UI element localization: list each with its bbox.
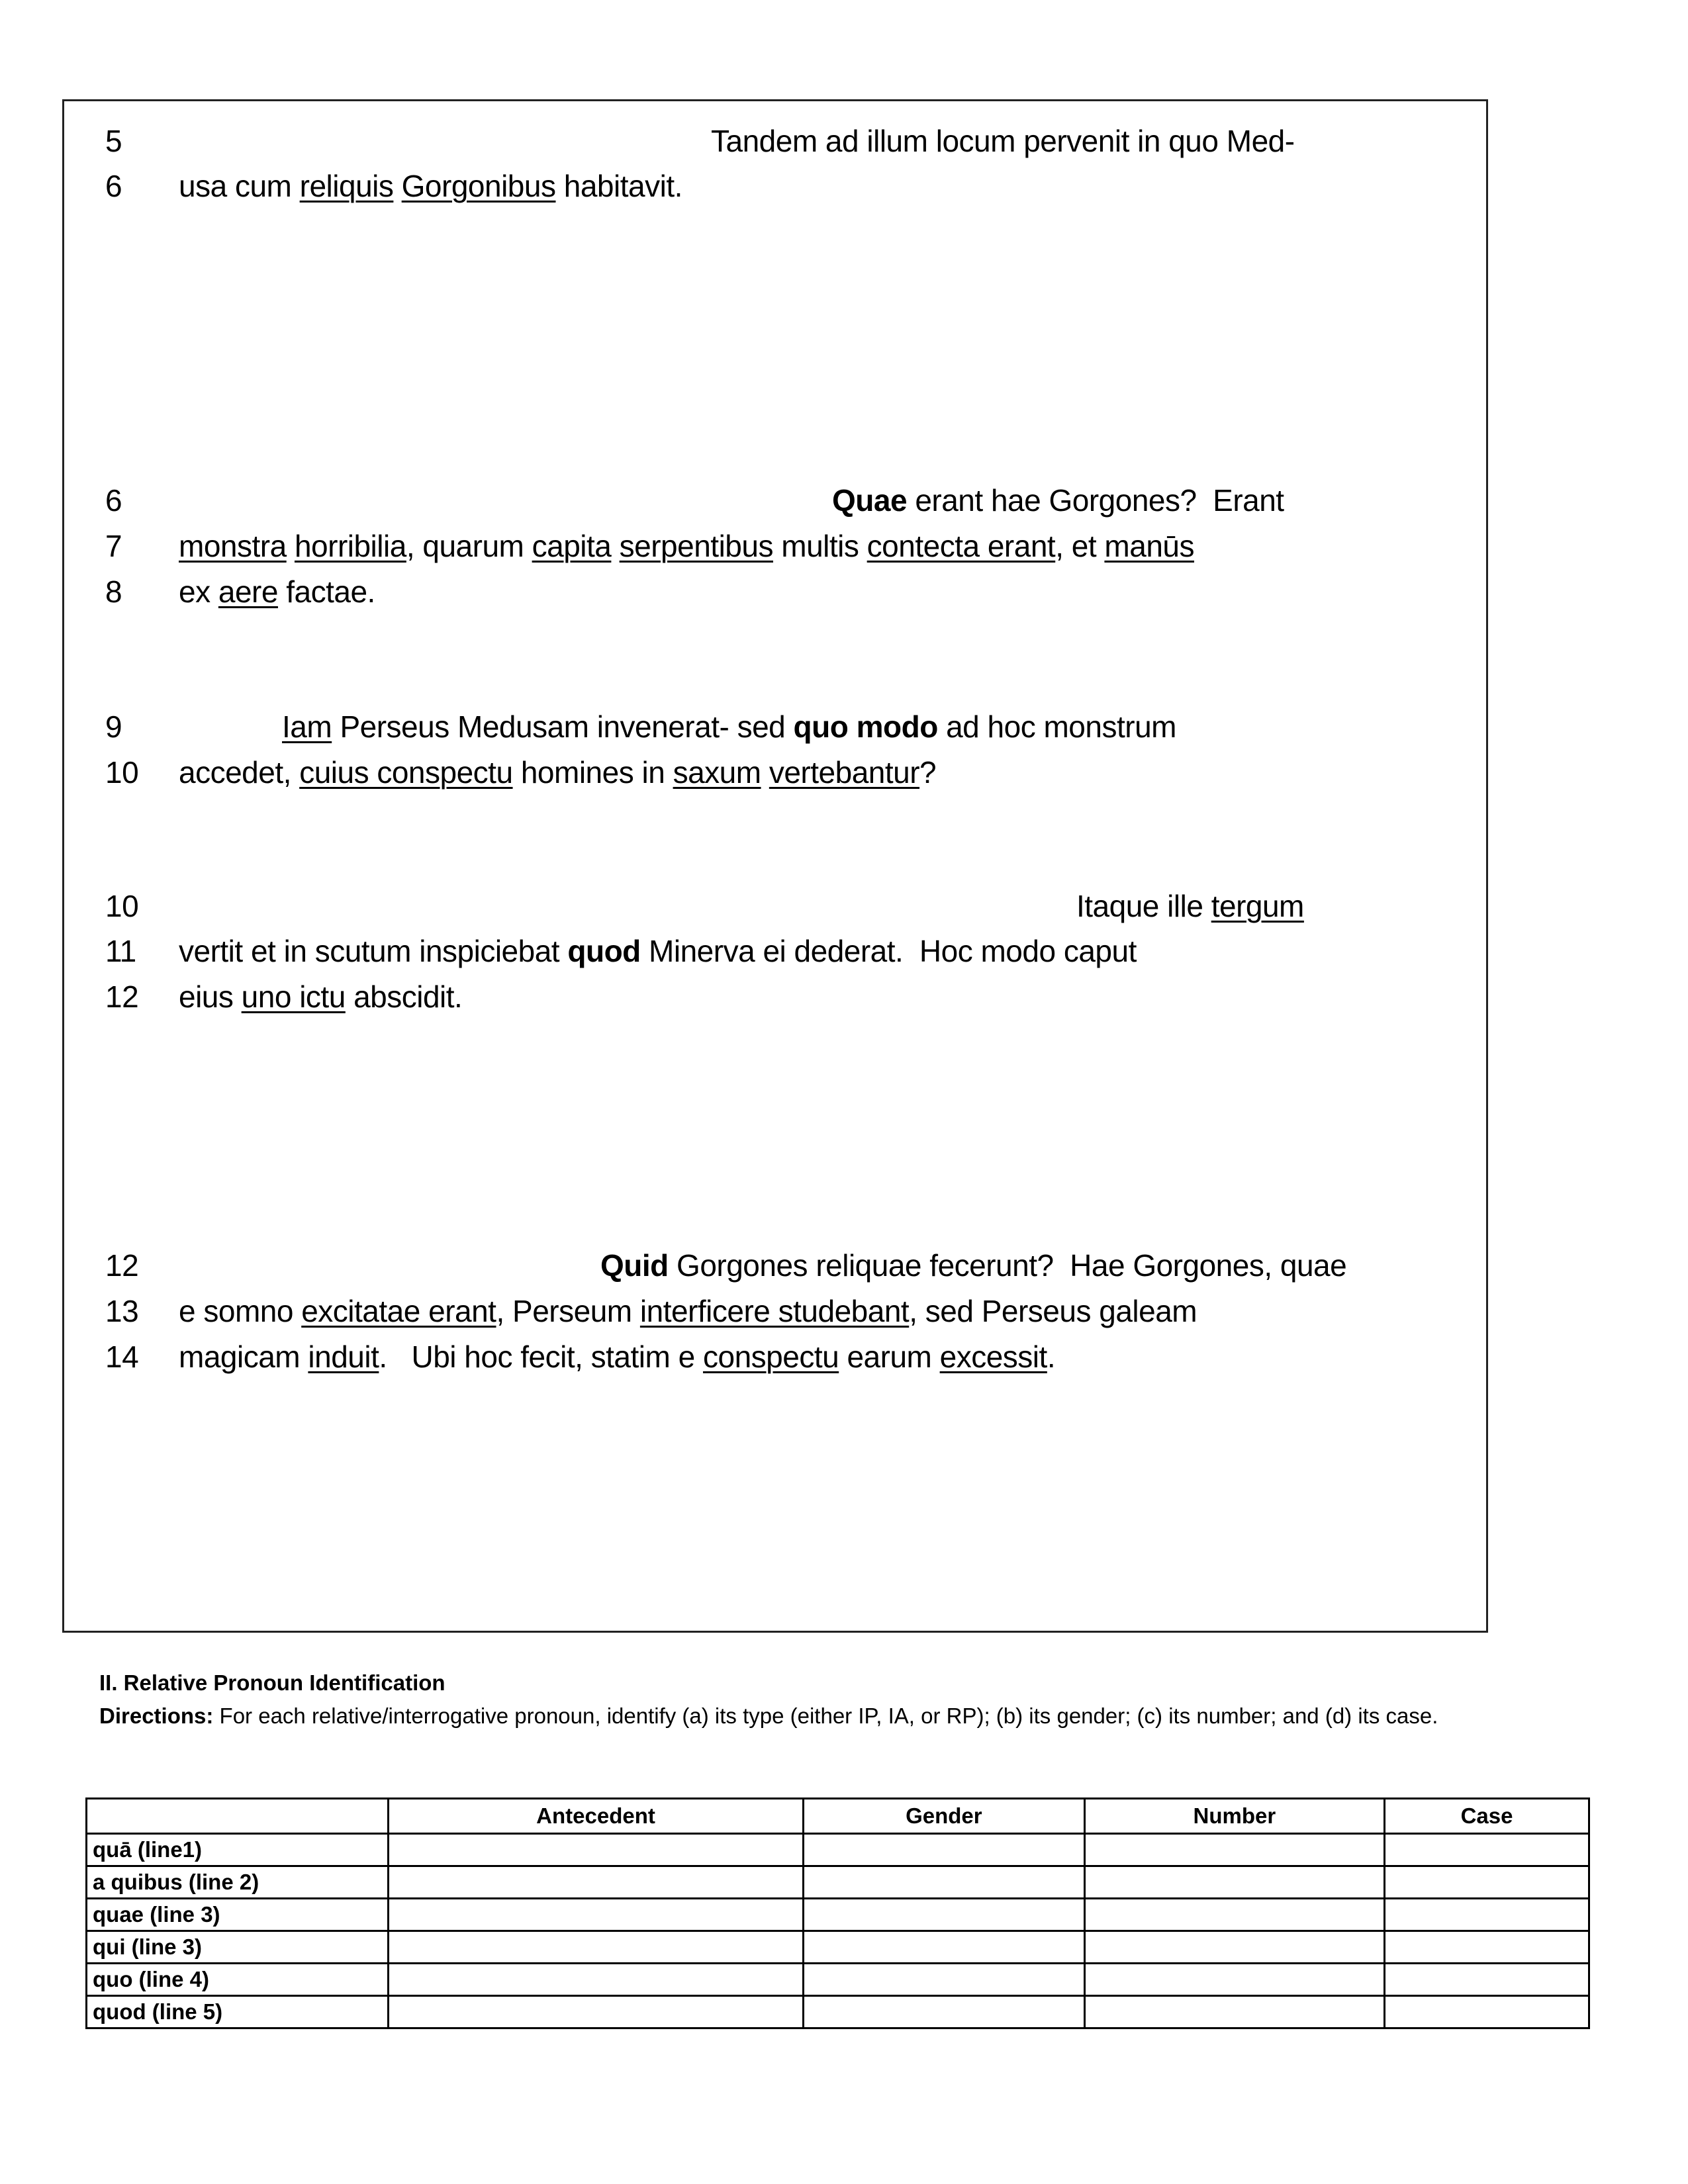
answer-cell[interactable] bbox=[1084, 1899, 1384, 1931]
text-segment: homines in bbox=[512, 755, 673, 790]
pronoun-label: a quibus (line 2) bbox=[87, 1866, 389, 1899]
directions-label: Directions: bbox=[99, 1704, 214, 1728]
table-row bbox=[87, 1931, 1589, 1964]
line-text bbox=[179, 163, 682, 209]
column-header: Case bbox=[1385, 1799, 1589, 1834]
line-text bbox=[600, 1243, 1346, 1289]
underlined-word: monstra bbox=[179, 529, 287, 563]
answer-cell[interactable] bbox=[804, 1964, 1085, 1996]
underlined-word: excessit bbox=[939, 1340, 1047, 1374]
underlined-word: reliquis bbox=[299, 169, 394, 203]
answer-cell[interactable] bbox=[389, 1899, 804, 1931]
answer-cell[interactable] bbox=[1084, 1931, 1384, 1964]
text-segment: Itaque ille bbox=[1076, 889, 1211, 923]
text-segment: , et bbox=[1055, 529, 1105, 563]
text-segment: , sed Perseus galeam bbox=[909, 1294, 1197, 1328]
line-number: 12 bbox=[105, 1248, 139, 1283]
underlined-word: conspectu bbox=[702, 1340, 839, 1374]
line-text bbox=[179, 1334, 1055, 1380]
line-number: 6 bbox=[105, 483, 122, 518]
line-number: 12 bbox=[105, 979, 139, 1014]
line-number: 8 bbox=[105, 574, 122, 609]
pronoun-label: quae (line 3) bbox=[87, 1899, 389, 1931]
answer-cell[interactable] bbox=[1084, 1834, 1384, 1866]
line-number: 5 bbox=[105, 124, 122, 158]
text-segment: multis bbox=[773, 529, 867, 563]
pronoun-label: quo (line 4) bbox=[87, 1964, 389, 1996]
answer-cell[interactable] bbox=[1084, 1964, 1384, 1996]
line-number: 6 bbox=[105, 169, 122, 203]
line-text bbox=[179, 1289, 1197, 1334]
answer-cell[interactable] bbox=[804, 1996, 1085, 2028]
answer-cell[interactable] bbox=[804, 1834, 1085, 1866]
text-segment: eius bbox=[179, 979, 242, 1014]
section-ii bbox=[99, 1666, 1589, 1733]
line-number: 10 bbox=[105, 755, 139, 790]
underlined-word: capita bbox=[532, 529, 612, 563]
underlined-word: cuius conspectu bbox=[299, 755, 513, 790]
line-number: 10 bbox=[105, 889, 139, 923]
underlined-word: excitatae erant bbox=[301, 1294, 496, 1328]
underlined-word: Gorgonibus bbox=[401, 169, 556, 203]
table-row bbox=[87, 1899, 1589, 1931]
underlined-word: manūs bbox=[1104, 529, 1194, 563]
line-text bbox=[179, 974, 462, 1020]
table-row bbox=[87, 1996, 1589, 2028]
answer-cell[interactable] bbox=[389, 1834, 804, 1866]
answer-cell[interactable] bbox=[1084, 1866, 1384, 1899]
pronoun-label: quā (line1) bbox=[87, 1834, 389, 1866]
bold-word: Quid bbox=[600, 1248, 669, 1283]
line-text bbox=[179, 569, 375, 615]
text-segment: , Perseum bbox=[496, 1294, 640, 1328]
text-segment bbox=[761, 755, 769, 790]
underlined-word: vertebantur bbox=[769, 755, 920, 790]
text-segment: . bbox=[1047, 1340, 1056, 1374]
underlined-word: uno ictu bbox=[241, 979, 346, 1014]
underlined-word: saxum bbox=[673, 755, 761, 790]
text-segment: ex bbox=[179, 574, 218, 609]
text-segment: abscidit. bbox=[345, 979, 463, 1014]
table-header-row bbox=[87, 1799, 1589, 1834]
line-text bbox=[179, 929, 1137, 974]
line-text bbox=[179, 523, 1194, 569]
underlined-word: contecta erant bbox=[867, 529, 1056, 563]
text-segment: earum bbox=[839, 1340, 940, 1374]
text-segment bbox=[287, 529, 295, 563]
answer-cell[interactable] bbox=[804, 1866, 1085, 1899]
section-title: II. Relative Pronoun Identification bbox=[99, 1670, 445, 1695]
text-segment: usa cum bbox=[179, 169, 300, 203]
underlined-word: serpentibus bbox=[619, 529, 773, 563]
directions-text: For each relative/interrogative pronoun, identify (a) its type (either IP, IA, or RP); (b) its gender; (c) its number; and (d) its case. bbox=[213, 1704, 1438, 1728]
answer-cell[interactable] bbox=[389, 1866, 804, 1899]
underlined-word: induit bbox=[308, 1340, 379, 1374]
column-header: Antecedent bbox=[389, 1799, 804, 1834]
underlined-word: interficere studebant bbox=[639, 1294, 910, 1328]
line-text bbox=[282, 704, 1176, 750]
answer-cell[interactable] bbox=[389, 1931, 804, 1964]
answer-cell[interactable] bbox=[1084, 1996, 1384, 2028]
answer-cell[interactable] bbox=[1385, 1996, 1589, 2028]
line-number: 9 bbox=[105, 709, 122, 744]
text-segment: , quarum bbox=[406, 529, 532, 563]
answer-cell[interactable] bbox=[1385, 1834, 1589, 1866]
answer-cell[interactable] bbox=[804, 1899, 1085, 1931]
table-row bbox=[87, 1866, 1589, 1899]
text-segment: Gorgones reliquae fecerunt? Hae Gorgones, quae bbox=[668, 1248, 1347, 1283]
answer-cell[interactable] bbox=[804, 1931, 1085, 1964]
answer-cell[interactable] bbox=[1385, 1866, 1589, 1899]
bold-word: quo modo bbox=[793, 709, 938, 744]
text-segment: factae. bbox=[277, 574, 375, 609]
line-text bbox=[1076, 884, 1304, 929]
text-segment: e somno bbox=[179, 1294, 302, 1328]
text-segment: erant hae Gorgones? Erant bbox=[907, 483, 1284, 518]
underlined-word: tergum bbox=[1211, 889, 1304, 923]
bold-word: Quae bbox=[832, 483, 908, 518]
text-segment bbox=[393, 169, 401, 203]
answer-cell[interactable] bbox=[1385, 1964, 1589, 1996]
text-segment: Tandem ad illum locum pervenit in quo Med- bbox=[711, 124, 1295, 158]
underlined-word: Iam bbox=[282, 709, 332, 744]
directions bbox=[99, 1700, 1589, 1733]
answer-cell[interactable] bbox=[1385, 1899, 1589, 1931]
text-segment bbox=[611, 529, 619, 563]
underlined-word: horribilia bbox=[294, 529, 406, 563]
text-segment: ? bbox=[919, 755, 937, 790]
text-segment: vertit et in scutum inspiciebat bbox=[179, 934, 568, 968]
line-text bbox=[832, 478, 1284, 523]
text-segment: accedet, bbox=[179, 755, 300, 790]
answer-cell[interactable] bbox=[1385, 1931, 1589, 1964]
underlined-word: aere bbox=[218, 574, 278, 609]
column-header: Number bbox=[1084, 1799, 1384, 1834]
text-segment: Minerva ei dederat. Hoc modo caput bbox=[640, 934, 1137, 968]
text-segment: ad hoc monstrum bbox=[937, 709, 1176, 744]
text-segment: habitavit. bbox=[555, 169, 682, 203]
line-number: 11 bbox=[105, 934, 136, 968]
pronoun-label: qui (line 3) bbox=[87, 1931, 389, 1964]
text-segment: magicam bbox=[179, 1340, 308, 1374]
answer-cell[interactable] bbox=[389, 1996, 804, 2028]
column-header: Gender bbox=[804, 1799, 1085, 1834]
line-text bbox=[179, 750, 936, 796]
bold-word: quod bbox=[567, 934, 641, 968]
line-text bbox=[711, 118, 1295, 164]
table-row bbox=[87, 1834, 1589, 1866]
column-header bbox=[87, 1799, 389, 1834]
pronoun-table bbox=[85, 1797, 1590, 2029]
pronoun-label: quod (line 5) bbox=[87, 1996, 389, 2028]
passage-box bbox=[62, 99, 1488, 1633]
answer-cell[interactable] bbox=[389, 1964, 804, 1996]
line-number: 13 bbox=[105, 1294, 139, 1328]
line-number: 7 bbox=[105, 529, 122, 563]
text-segment: . Ubi hoc fecit, statim e bbox=[379, 1340, 703, 1374]
table-row bbox=[87, 1964, 1589, 1996]
line-number: 14 bbox=[105, 1340, 139, 1374]
text-segment: Perseus Medusam invenerat- sed bbox=[332, 709, 794, 744]
